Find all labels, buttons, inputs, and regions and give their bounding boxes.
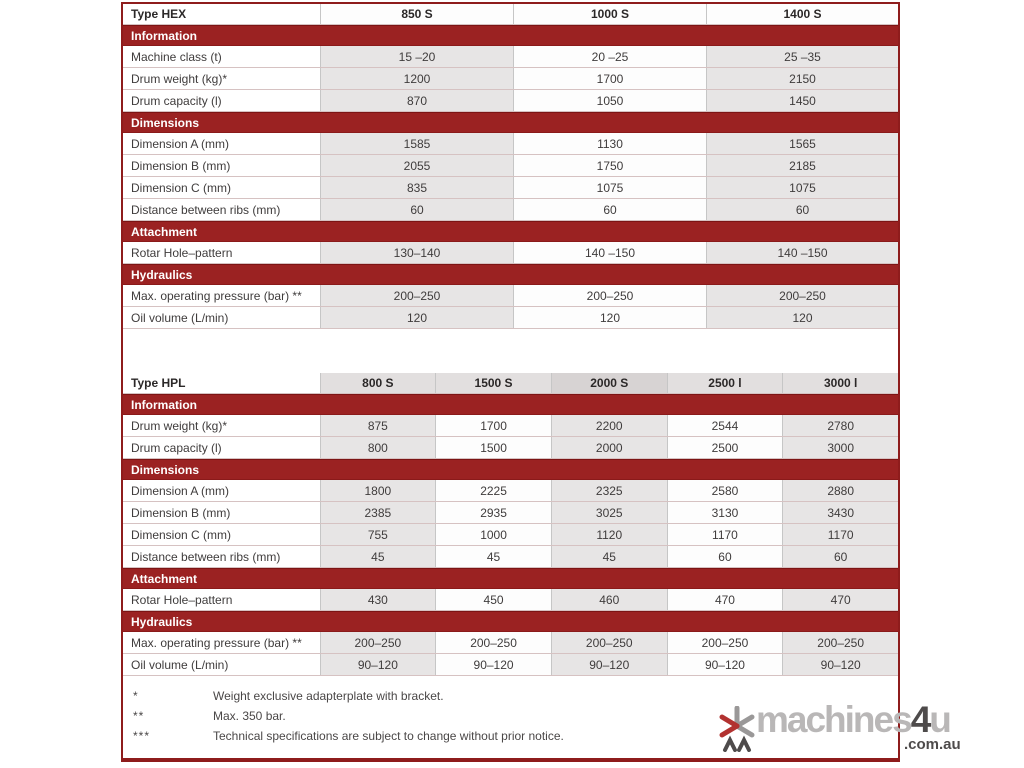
cell-value: 3130 [667, 502, 783, 523]
cell-value: 200–250 [667, 632, 783, 653]
cell-value: 25 –35 [706, 46, 898, 67]
table-row [123, 46, 898, 68]
row-label: Drum weight (kg)* [123, 415, 320, 436]
column-header: 1400 S [706, 4, 898, 24]
cell-value: 120 [320, 307, 513, 328]
logo-domain: .com.au [904, 736, 961, 753]
cell-value: 870 [320, 90, 513, 111]
row-label: Drum weight (kg)* [123, 68, 320, 89]
asterisk-snowflake-icon [718, 706, 756, 757]
cell-value: 120 [513, 307, 706, 328]
row-label: Dimension A (mm) [123, 133, 320, 154]
section-band-attachment: Attachment [123, 568, 898, 589]
table-spacer [123, 329, 898, 373]
table-row [123, 307, 898, 329]
cell-value: 15 –20 [320, 46, 513, 67]
section-band-attachment: Attachment [123, 221, 898, 242]
cell-value: 60 [782, 546, 898, 567]
row-label: Dimension A (mm) [123, 480, 320, 501]
cell-value: 200–250 [706, 285, 898, 306]
cell-value: 2185 [706, 155, 898, 176]
cell-value: 2780 [782, 415, 898, 436]
cell-value: 1700 [435, 415, 551, 436]
cell-value: 1130 [513, 133, 706, 154]
cell-value: 140 –150 [513, 242, 706, 263]
footnote-text: Max. 350 bar. [213, 709, 286, 723]
cell-value: 1170 [782, 524, 898, 545]
cell-value: 470 [782, 589, 898, 610]
table-row [123, 155, 898, 177]
row-label: Machine class (t) [123, 46, 320, 67]
machines4u-logo [718, 700, 978, 760]
cell-value: 1075 [706, 177, 898, 198]
cell-value: 2544 [667, 415, 783, 436]
cell-value: 1565 [706, 133, 898, 154]
cell-value: 20 –25 [513, 46, 706, 67]
table-row [123, 654, 898, 676]
cell-value: 1585 [320, 133, 513, 154]
cell-value: 1450 [706, 90, 898, 111]
section-band-hydraulics: Hydraulics [123, 264, 898, 285]
section-band-dimensions: Dimensions [123, 459, 898, 480]
row-label: Oil volume (L/min) [123, 307, 320, 328]
cell-value: 755 [320, 524, 436, 545]
column-header: 1000 S [513, 4, 706, 24]
cell-value: 460 [551, 589, 667, 610]
cell-value: 835 [320, 177, 513, 198]
cell-value: 1200 [320, 68, 513, 89]
cell-value: 3430 [782, 502, 898, 523]
cell-value: 45 [435, 546, 551, 567]
cell-value: 2225 [435, 480, 551, 501]
cell-value: 2000 [551, 437, 667, 458]
logo-text-4: 4 [910, 699, 930, 740]
table-row [123, 502, 898, 524]
cell-value: 200–250 [782, 632, 898, 653]
row-label: Drum capacity (l) [123, 437, 320, 458]
logo-wordmark [756, 700, 950, 740]
logo-text-u: u [929, 699, 950, 740]
table-type-hex [123, 4, 898, 329]
cell-value: 470 [667, 589, 783, 610]
footnote-marker: ** [133, 709, 145, 723]
table-row [123, 242, 898, 264]
cell-value: 2055 [320, 155, 513, 176]
row-label: Dimension C (mm) [123, 524, 320, 545]
footnote-text: Weight exclusive adapterplate with bracket. [213, 689, 444, 703]
cell-value: 1050 [513, 90, 706, 111]
row-label: Max. operating pressure (bar) ** [123, 632, 320, 653]
footnote-marker: *** [133, 729, 151, 743]
row-label: Dimension B (mm) [123, 502, 320, 523]
table-row [123, 437, 898, 459]
cell-value: 60 [706, 199, 898, 220]
cell-value: 45 [320, 546, 436, 567]
section-band-hydraulics: Hydraulics [123, 611, 898, 632]
row-label: Dimension C (mm) [123, 177, 320, 198]
table-hex-header-row [123, 4, 898, 25]
row-label: Distance between ribs (mm) [123, 546, 320, 567]
cell-value: 200–250 [513, 285, 706, 306]
content-frame [121, 2, 900, 762]
cell-value: 2935 [435, 502, 551, 523]
section-band-dimensions: Dimensions [123, 112, 898, 133]
table-row [123, 285, 898, 307]
table-hpl-header-row [123, 373, 898, 394]
cell-value: 140 –150 [706, 242, 898, 263]
cell-value: 1750 [513, 155, 706, 176]
cell-value: 2325 [551, 480, 667, 501]
table-row [123, 133, 898, 155]
cell-value: 90–120 [667, 654, 783, 675]
column-header: 800 S [320, 373, 436, 393]
cell-value: 1700 [513, 68, 706, 89]
section-band-information: Information [123, 25, 898, 46]
cell-value: 1075 [513, 177, 706, 198]
row-label: Drum capacity (l) [123, 90, 320, 111]
table-row [123, 589, 898, 611]
table-row [123, 546, 898, 568]
cell-value: 3000 [782, 437, 898, 458]
table-row [123, 177, 898, 199]
cell-value: 800 [320, 437, 436, 458]
row-label: Rotar Hole–pattern [123, 242, 320, 263]
cell-value: 130–140 [320, 242, 513, 263]
table-row [123, 632, 898, 654]
table-hpl-title: Type HPL [123, 373, 320, 393]
logo-text-machines: machines [756, 699, 911, 740]
cell-value: 2880 [782, 480, 898, 501]
table-type-hpl [123, 373, 898, 676]
cell-value: 1500 [435, 437, 551, 458]
column-header: 3000 l [782, 373, 898, 393]
cell-value: 2500 [667, 437, 783, 458]
row-label: Rotar Hole–pattern [123, 589, 320, 610]
table-hex-title: Type HEX [123, 4, 320, 24]
table-row [123, 415, 898, 437]
footnote-marker: * [133, 689, 139, 703]
section-band-information: Information [123, 394, 898, 415]
cell-value: 60 [320, 199, 513, 220]
cell-value: 90–120 [782, 654, 898, 675]
cell-value: 2580 [667, 480, 783, 501]
row-label: Dimension B (mm) [123, 155, 320, 176]
cell-value: 60 [667, 546, 783, 567]
cell-value: 60 [513, 199, 706, 220]
cell-value: 1120 [551, 524, 667, 545]
cell-value: 2150 [706, 68, 898, 89]
table-row [123, 68, 898, 90]
table-row [123, 524, 898, 546]
cell-value: 430 [320, 589, 436, 610]
cell-value: 90–120 [320, 654, 436, 675]
cell-value: 1800 [320, 480, 436, 501]
row-label: Oil volume (L/min) [123, 654, 320, 675]
cell-value: 200–250 [551, 632, 667, 653]
table-row [123, 90, 898, 112]
cell-value: 120 [706, 307, 898, 328]
cell-value: 1000 [435, 524, 551, 545]
column-header: 850 S [320, 4, 513, 24]
row-label: Max. operating pressure (bar) ** [123, 285, 320, 306]
cell-value: 200–250 [320, 285, 513, 306]
cell-value: 45 [551, 546, 667, 567]
cell-value: 3025 [551, 502, 667, 523]
cell-value: 1170 [667, 524, 783, 545]
table-row [123, 480, 898, 502]
cell-value: 90–120 [435, 654, 551, 675]
column-header: 1500 S [435, 373, 551, 393]
cell-value: 450 [435, 589, 551, 610]
footnote-text: Technical specifications are subject to change without prior notice. [213, 729, 564, 743]
table-row [123, 199, 898, 221]
cell-value: 2385 [320, 502, 436, 523]
column-header: 2000 S [551, 373, 667, 393]
row-label: Distance between ribs (mm) [123, 199, 320, 220]
cell-value: 90–120 [551, 654, 667, 675]
cell-value: 200–250 [435, 632, 551, 653]
column-header: 2500 l [667, 373, 783, 393]
cell-value: 2200 [551, 415, 667, 436]
cell-value: 875 [320, 415, 436, 436]
cell-value: 200–250 [320, 632, 436, 653]
